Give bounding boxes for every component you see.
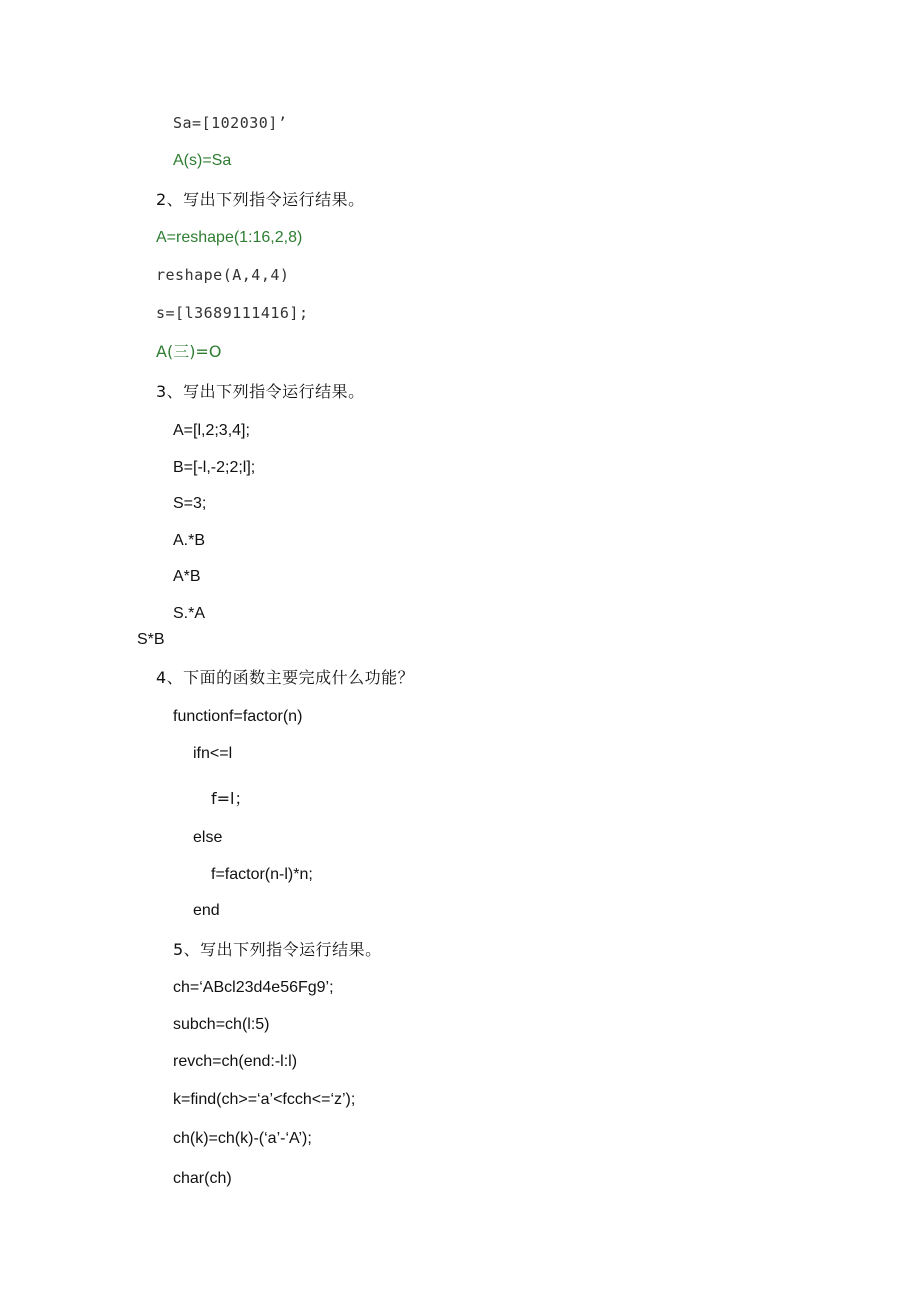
code-line-a-matrix: A=[l,2;3,4]; xyxy=(173,422,250,439)
code-line-char-ch: char(ch) xyxy=(173,1170,232,1187)
code-line-revch: revch=ch(end:-l:l) xyxy=(173,1053,298,1070)
code-line-subch: subch=ch(l:5) xyxy=(173,1016,270,1033)
code-line-recursive: f=factor(n-l)*n; xyxy=(211,866,313,883)
code-line-s-vector: s=[l3689111416]; xyxy=(156,304,309,322)
code-line-a-dot-times-b: A.*B xyxy=(173,532,206,549)
question-5-heading: 5、写出下列指令运行结果。 xyxy=(173,940,382,959)
code-line-s-times-b: S*B xyxy=(137,631,165,648)
code-line-else: else xyxy=(193,829,223,846)
code-line-end: end xyxy=(193,902,220,919)
code-line-b-matrix: B=[-l,-2;2;l]; xyxy=(173,459,256,476)
question-2-heading: 2、写出下列指令运行结果。 xyxy=(156,190,365,209)
code-line-if: ifn<=l xyxy=(193,745,233,762)
code-line-reshape-4x4: reshape(A,4,4) xyxy=(156,266,290,284)
code-line-a-times-b: A*B xyxy=(173,568,201,585)
code-line-ch-string: ch=‘ABcl23d4e56Fg9’; xyxy=(173,979,334,996)
code-line-f-one: f=l； xyxy=(211,789,251,808)
code-line-reshape-a: A=reshape(1:16,2,8) xyxy=(156,229,303,246)
code-line-ch-k-convert: ch(k)=ch(k)-(‘a’-‘A’); xyxy=(173,1130,312,1147)
code-line-a-index-zero: A(三)=O xyxy=(156,342,222,361)
question-4-heading: 4、下面的函数主要完成什么功能？ xyxy=(156,668,415,687)
code-line-s-scalar: S=3; xyxy=(173,495,207,512)
code-line-find-k: k=find(ch>=‘a’<fcch<=‘z’); xyxy=(173,1091,356,1108)
code-line-sa-assign: Sa=[102030]’ xyxy=(173,114,288,132)
code-line-a-s-assign: A(s)=Sa xyxy=(173,152,232,169)
question-3-heading: 3、写出下列指令运行结果。 xyxy=(156,382,365,401)
code-line-s-dot-times-a: S.*A xyxy=(173,605,206,622)
code-line-function-def: functionf=factor(n) xyxy=(173,708,303,725)
